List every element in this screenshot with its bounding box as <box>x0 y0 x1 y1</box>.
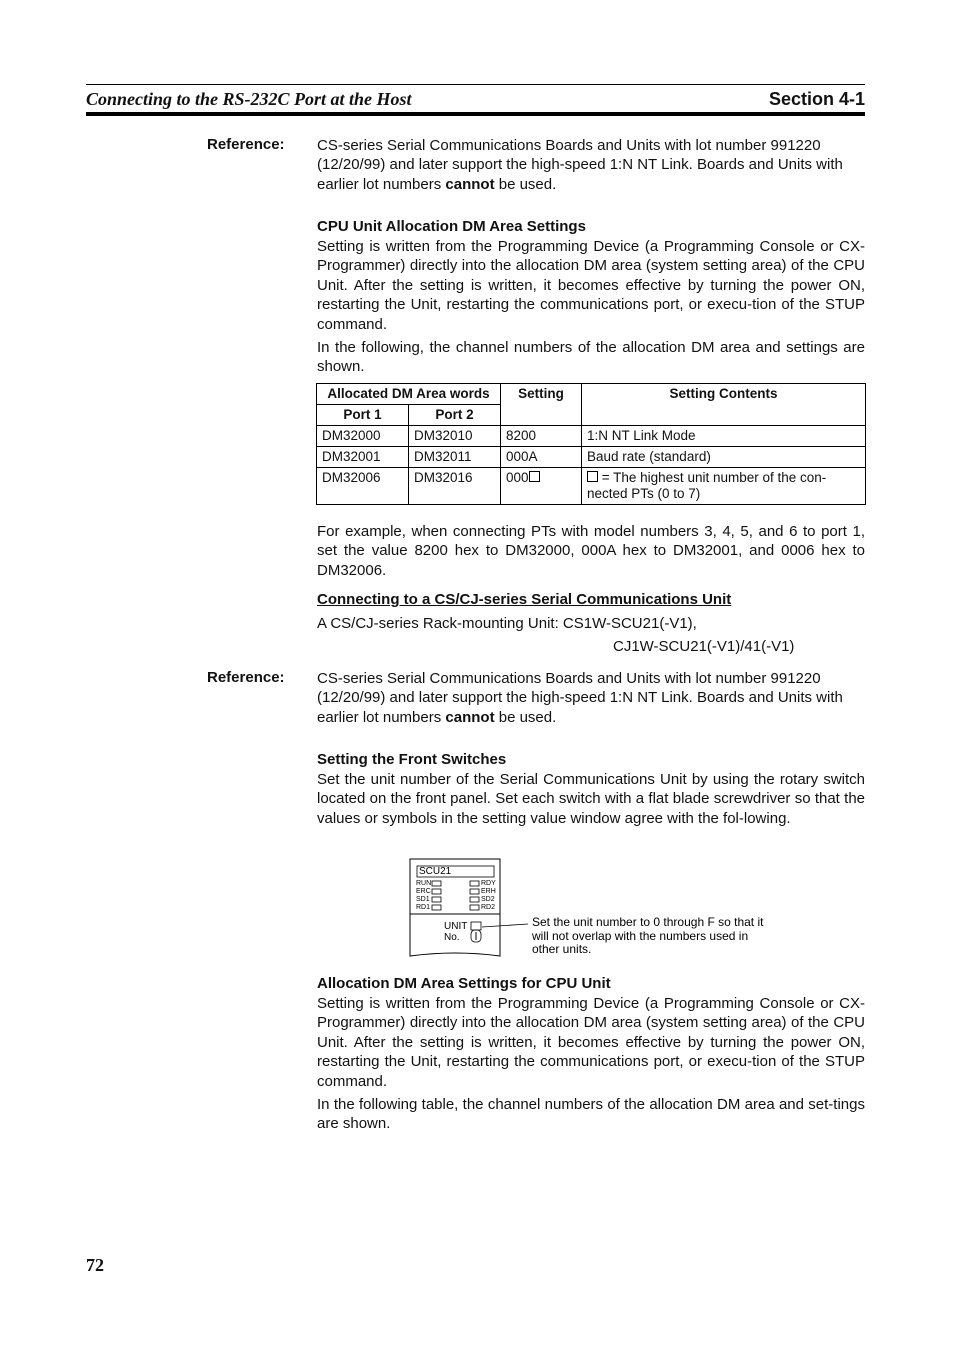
unit-name-label: SCU21 <box>419 866 452 877</box>
reference-text-2: CS-series Serial Communications Boards and Units with lot number 991220 (12/20/99) and later support the high-speed 1:N NT Link. Boards and Units with earlier lot numbers cannot be used. <box>317 670 843 726</box>
header-rule-bottom <box>86 112 865 116</box>
led-label-sd1: SD1 <box>416 896 430 903</box>
scu-line-1: A CS/CJ-series Rack-mounting Unit: CS1W-SCU21(-V1), <box>317 615 697 632</box>
example-para: For example, when connecting PTs with model numbers 3, 4, 5, and 6 to port 1, set the value 8200 hex to DM32000, 000A hex to DM32001, and 0006 hex to DM32006. <box>317 523 865 579</box>
front-switches-para: Set the unit number of the Serial Communications Unit by using the rotary switch located on the front panel. Set each switch with a flat blade screwdriver so that the values or symbols in the setting value window agree with the fol-lowing. <box>317 771 865 827</box>
heading-cpu-alloc: CPU Unit Allocation DM Area Settings <box>317 218 586 235</box>
table-row <box>317 468 866 505</box>
led-label-rd1: RD1 <box>416 904 431 911</box>
cell-port1: DM32000 <box>317 426 409 447</box>
reference-label-2: Reference: <box>207 669 285 686</box>
led-label-erh: ERH <box>481 888 496 895</box>
table-header-row <box>317 384 866 405</box>
scu-line-2: CJ1W-SCU21(-V1)/41(-V1) <box>613 638 795 655</box>
cell-contents: Baud rate (standard) <box>582 447 866 468</box>
header-title: Connecting to the RS-232C Port at the Host <box>86 89 412 109</box>
heading-scu: Connecting to a CS/CJ-series Serial Communications Unit <box>317 591 732 608</box>
placeholder-box-icon <box>587 471 598 482</box>
led-label-rd2: RD2 <box>481 904 496 911</box>
cell-port1: DM32001 <box>317 447 409 468</box>
no-label: No. <box>444 932 460 943</box>
reference-text-1: CS-series Serial Communications Boards and Units with lot number 991220 (12/20/99) and later support the high-speed 1:N NT Link. Boards and Units with earlier lot numbers cannot be used. <box>317 137 843 193</box>
reference-label-1: Reference: <box>207 136 285 153</box>
cpu-alloc-para-1: Setting is written from the Programming Device (a Programming Console or CX-Programmer) directly into the allocation DM area (system setting area) of the CPU Unit. After the setting is written, it becomes effective by turning the power ON, restarting the Unit, restarting the communications port, or execu-tion of the STUP command. <box>317 238 865 333</box>
cell-port2: DM32016 <box>409 468 501 505</box>
scu-front-panel-figure <box>408 858 768 964</box>
dm-settings-table <box>316 383 866 505</box>
cpu-alloc-para-2: In the following, the channel numbers of the allocation DM area and settings are shown. <box>317 339 865 376</box>
cell-setting: 8200 <box>501 426 582 447</box>
callout-text: Set the unit number to 0 through F so that it will not overlap with the numbers used in other units. <box>532 915 764 956</box>
table-row <box>317 426 866 447</box>
led-label-rdy: RDY <box>481 880 496 887</box>
header-section: Section 4-1 <box>768 89 865 109</box>
heading-alloc-cpu: Allocation DM Area Settings for CPU Unit <box>317 975 611 992</box>
cell-contents: 1:N NT Link Mode <box>582 426 866 447</box>
led-label-sd2: SD2 <box>481 896 495 903</box>
cell-port2: DM32010 <box>409 426 501 447</box>
unit-label: UNIT <box>444 921 468 932</box>
led-label-run: RUN <box>416 880 432 887</box>
header-setting-contents: Setting Contents <box>582 384 866 426</box>
cell-port1: DM32006 <box>317 468 409 505</box>
header-rule-top <box>86 84 865 85</box>
page-number: 72 <box>86 1255 104 1275</box>
placeholder-box-icon <box>529 471 540 482</box>
cell-port2: DM32011 <box>409 447 501 468</box>
header-allocated-words: Allocated DM Area words <box>317 384 501 405</box>
alloc-cpu-para-2: In the following table, the channel numbers of the allocation DM area and set-tings are shown. <box>317 1096 865 1133</box>
cell-contents: = The highest unit number of the con-nected PTs (0 to 7) <box>582 468 866 505</box>
header-port2: Port 2 <box>409 405 501 426</box>
header-port1: Port 1 <box>317 405 409 426</box>
alloc-cpu-para-1: Setting is written from the Programming Device (a Programming Console or CX-Programmer) directly into the allocation DM area (system setting area) of the CPU Unit. After the setting is written, it becomes effective by turning the power ON, restarting the Unit, restarting the communications port, or execu-tion of the STUP command. <box>317 995 865 1090</box>
cell-setting: 000 <box>501 468 582 505</box>
table-row <box>317 447 866 468</box>
led-label-erc: ERC <box>416 888 431 895</box>
cell-setting: 000A <box>501 447 582 468</box>
heading-front-switches: Setting the Front Switches <box>317 751 507 768</box>
header-setting: Setting <box>501 384 582 426</box>
